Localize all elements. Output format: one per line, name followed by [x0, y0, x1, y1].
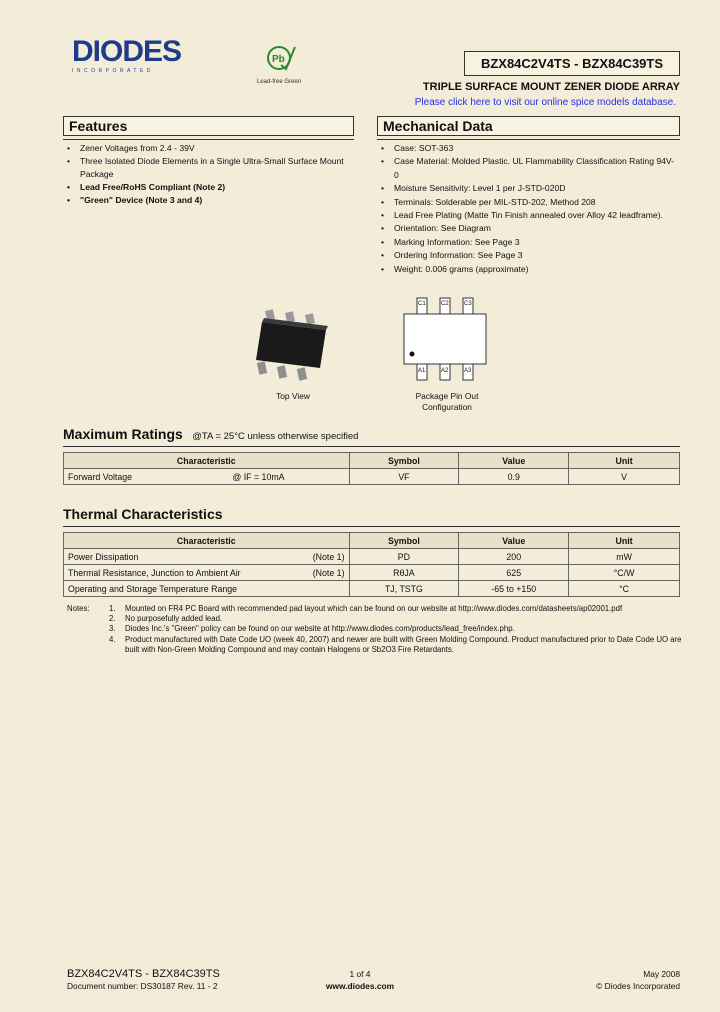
features-list [63, 142, 358, 207]
row-note: (Note 1) [312, 551, 345, 562]
col-header-symbol: Symbol [349, 453, 459, 469]
feature-item: • Zener Voltages from 2.4 - 39V [63, 142, 358, 155]
row-note: (Note 1) [312, 567, 345, 578]
mechanical-item: • Lead Free Plating (Matte Tin Finish annealed over Alloy 42 leadframe). [377, 209, 677, 222]
mechanical-item: • Weight: 0.006 grams (approximate) [377, 263, 677, 276]
cell-unit: °C/W [569, 565, 680, 581]
col-header-unit: Unit [569, 453, 680, 469]
lead-free-green-logo [254, 43, 304, 85]
col-header-characteristic: Characteristic [64, 533, 350, 549]
cell-symbol: PD [349, 549, 459, 565]
mechanical-item: • Terminals: Solderable per MIL-STD-202, Method 208 [377, 196, 677, 209]
max-ratings-heading: Maximum Ratings [63, 426, 183, 442]
notes-label: Notes: [67, 604, 90, 613]
logo-text: DIODES [72, 35, 182, 68]
cell-value: -65 to +150 [459, 581, 569, 597]
features-heading: Features [63, 116, 354, 136]
thermal-table [63, 532, 680, 597]
table-row [64, 469, 680, 485]
max-ratings-heading-row [63, 426, 680, 446]
cell-characteristic [64, 469, 350, 485]
col-header-unit: Unit [569, 533, 680, 549]
package-pinout-diagram [400, 294, 490, 390]
product-subtitle: TRIPLE SURFACE MOUNT ZENER DIODE ARRAY [422, 81, 680, 93]
cell-unit: °C [569, 581, 680, 597]
top-view-caption: Top View [276, 391, 310, 401]
max-ratings-condition: @TA = 25°C unless otherwise specified [192, 431, 359, 442]
pinout-caption [395, 391, 499, 413]
cell-symbol: TJ, TSTG [349, 581, 459, 597]
mechanical-item: • Marking Information: See Page 3 [377, 236, 677, 249]
cell-value: 200 [459, 549, 569, 565]
forward-voltage-label: Forward Voltage [68, 471, 133, 482]
mechanical-item: • Case Material: Molded Plastic. UL Flammability Classification Rating 94V-0 [377, 155, 677, 182]
col-header-characteristic: Characteristic [64, 453, 350, 469]
note-text: Mounted on FR4 PC Board with recommended pad layout which can be found on our website at http://www.diodes.com/datasheets/ap02001.pdf [125, 604, 623, 613]
cell-symbol: RθJA [349, 565, 459, 581]
mechanical-divider [377, 139, 680, 140]
row-label: Operating and Storage Temperature Range [68, 583, 238, 594]
row-label: Thermal Resistance, Junction to Ambient Air [68, 567, 241, 578]
footer-date: May 2008 [643, 969, 680, 979]
pb-symbol: Pb [272, 54, 285, 65]
cell-symbol: VF [349, 469, 459, 485]
table-row [64, 549, 680, 565]
pin-label-c1: C1 [418, 301, 426, 307]
table-row [64, 565, 680, 581]
footer-website-link[interactable]: www.diodes.com [325, 981, 395, 991]
pin-label-a1: A1 [418, 368, 426, 374]
features-divider [63, 139, 354, 140]
mechanical-item: • Case: SOT-363 [377, 142, 677, 155]
mechanical-heading: Mechanical Data [377, 116, 680, 136]
note-number: 4. [109, 635, 116, 644]
mechanical-item: • Ordering Information: See Page 3 [377, 249, 677, 262]
col-header-value: Value [459, 533, 569, 549]
mechanical-item: • Moisture Sensitivity: Level 1 per J-STD-020D [377, 182, 677, 195]
footer-doc-number: Document number: DS30187 Rev. 11 - 2 [67, 981, 218, 991]
table-header-row [64, 533, 680, 549]
footer-page-number: 1 of 4 [349, 969, 371, 979]
diodes-logo [72, 37, 212, 87]
thermal-divider [63, 526, 680, 527]
pinout-caption-line1: Package Pin Out [415, 391, 479, 401]
cell-characteristic [64, 581, 350, 597]
package-top-view-image [250, 308, 340, 388]
row-label: Power Dissipation [68, 551, 139, 562]
feature-item: • Three Isolated Diode Elements in a Single Ultra-Small Surface Mount Package [63, 155, 358, 181]
cell-characteristic [64, 565, 350, 581]
pin-label-a3: A3 [464, 368, 472, 374]
cell-value: 0.9 [459, 469, 569, 485]
part-number-title: BZX84C2V4TS - BZX84C39TS [464, 51, 680, 76]
forward-voltage-condition: @ IF = 10mA [232, 471, 285, 482]
note-number: 2. [109, 614, 116, 623]
table-header-row [64, 453, 680, 469]
spice-models-link[interactable]: Please click here to visit our online spice models database. [414, 97, 676, 108]
col-header-value: Value [459, 453, 569, 469]
thermal-heading: Thermal Characteristics [63, 506, 223, 522]
footer-copyright: © Diodes Incorporated [596, 981, 680, 991]
mechanical-item: • Orientation: See Diagram [377, 222, 677, 235]
feature-item: • "Green" Device (Note 3 and 4) [63, 194, 358, 207]
feature-item: • Lead Free/RoHS Compliant (Note 2) [63, 181, 358, 194]
col-header-symbol: Symbol [349, 533, 459, 549]
cell-unit: mW [569, 549, 680, 565]
pin-label-a2: A2 [441, 368, 449, 374]
note-number: 3. [109, 624, 116, 633]
note-text: No purposefully added lead. [125, 614, 223, 623]
logo-subtext: INCORPORATED [72, 68, 154, 74]
note-text: Product manufactured with Date Code UO (week 40, 2007) and newer are built with Green Molding Compound. Product manufactured prior to Date Code UO are built with Non-Green Molding Compound and may contain Halogens or Sb2O3 Fire Retardants. [125, 635, 682, 654]
cell-characteristic [64, 549, 350, 565]
footer-right [596, 968, 680, 992]
pinout-caption-line2: Configuration [422, 402, 472, 412]
table-row [64, 581, 680, 597]
note-number: 1. [109, 604, 116, 613]
footer-part-number: BZX84C2V4TS - BZX84C39TS [67, 968, 220, 980]
pin-label-c3: C3 [464, 301, 472, 307]
note-text: Diodes Inc.'s "Green" policy can be found on our website at http://www.diodes.com/products/lead_free/index.php. [125, 624, 515, 633]
max-ratings-table [63, 452, 680, 485]
mechanical-list [377, 142, 677, 276]
pb-free-icon [261, 43, 297, 73]
pb-caption: Lead-free Green [256, 79, 302, 85]
cell-value: 625 [459, 565, 569, 581]
max-ratings-divider [63, 446, 680, 447]
pin-label-c2: C2 [441, 301, 449, 307]
cell-unit: V [569, 469, 680, 485]
